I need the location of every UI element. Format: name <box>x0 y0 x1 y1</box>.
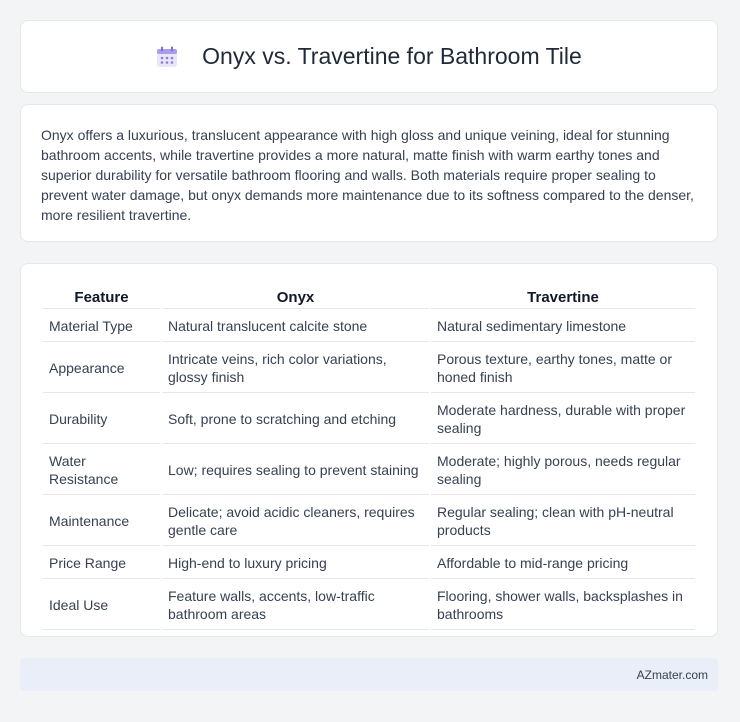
comparison-table-card <box>20 263 718 637</box>
feature-cell: Durability <box>43 395 160 444</box>
travertine-cell: Natural sedimentary limestone <box>431 311 695 342</box>
footer <box>20 658 718 691</box>
comparison-table <box>41 284 697 632</box>
table-row <box>43 548 695 579</box>
summary-card <box>20 104 718 242</box>
feature-cell: Appearance <box>43 344 160 393</box>
feature-cell: Price Range <box>43 548 160 579</box>
onyx-cell: Soft, prone to scratching and etching <box>162 395 429 444</box>
onyx-cell: Low; requires sealing to prevent staining <box>162 446 429 495</box>
header-onyx: Onyx <box>162 286 429 309</box>
page-title-text: Onyx vs. Travertine for Bathroom Tile <box>202 43 582 69</box>
table-row <box>43 311 695 342</box>
table-row <box>43 395 695 444</box>
travertine-cell: Affordable to mid-range pricing <box>431 548 695 579</box>
travertine-cell: Porous texture, earthy tones, matte or honed finish <box>431 344 695 393</box>
calendar-icon <box>156 46 178 68</box>
page-title <box>156 43 582 70</box>
table-header-row <box>43 286 695 309</box>
travertine-cell: Regular sealing; clean with pH-neutral products <box>431 497 695 546</box>
onyx-cell: Natural translucent calcite stone <box>162 311 429 342</box>
table-row <box>43 581 695 630</box>
footer-brand: AZmater.com <box>636 667 708 682</box>
table-row <box>43 446 695 495</box>
table-row <box>43 497 695 546</box>
feature-cell: Water Resistance <box>43 446 160 495</box>
travertine-cell: Moderate hardness, durable with proper sealing <box>431 395 695 444</box>
header-feature: Feature <box>43 286 160 309</box>
header-travertine: Travertine <box>431 286 695 309</box>
onyx-cell: High-end to luxury pricing <box>162 548 429 579</box>
onyx-cell: Feature walls, accents, low-traffic bathroom areas <box>162 581 429 630</box>
summary-text: Onyx offers a luxurious, translucent appearance with high gloss and unique veining, ideal for stunning bathroom accents, while travertine provides a more natural, matte finish with warm earthy tones and superior durability for versatile bathroom flooring and walls. Both materials require proper sealing to prevent water damage, but onyx demands more maintenance due to its softness compared to the denser, more resilient travertine. <box>41 127 694 223</box>
travertine-cell: Flooring, shower walls, backsplashes in bathrooms <box>431 581 695 630</box>
feature-cell: Material Type <box>43 311 160 342</box>
travertine-cell: Moderate; highly porous, needs regular sealing <box>431 446 695 495</box>
onyx-cell: Intricate veins, rich color variations, glossy finish <box>162 344 429 393</box>
table-row <box>43 344 695 393</box>
feature-cell: Ideal Use <box>43 581 160 630</box>
title-card <box>20 20 718 93</box>
feature-cell: Maintenance <box>43 497 160 546</box>
onyx-cell: Delicate; avoid acidic cleaners, requires gentle care <box>162 497 429 546</box>
